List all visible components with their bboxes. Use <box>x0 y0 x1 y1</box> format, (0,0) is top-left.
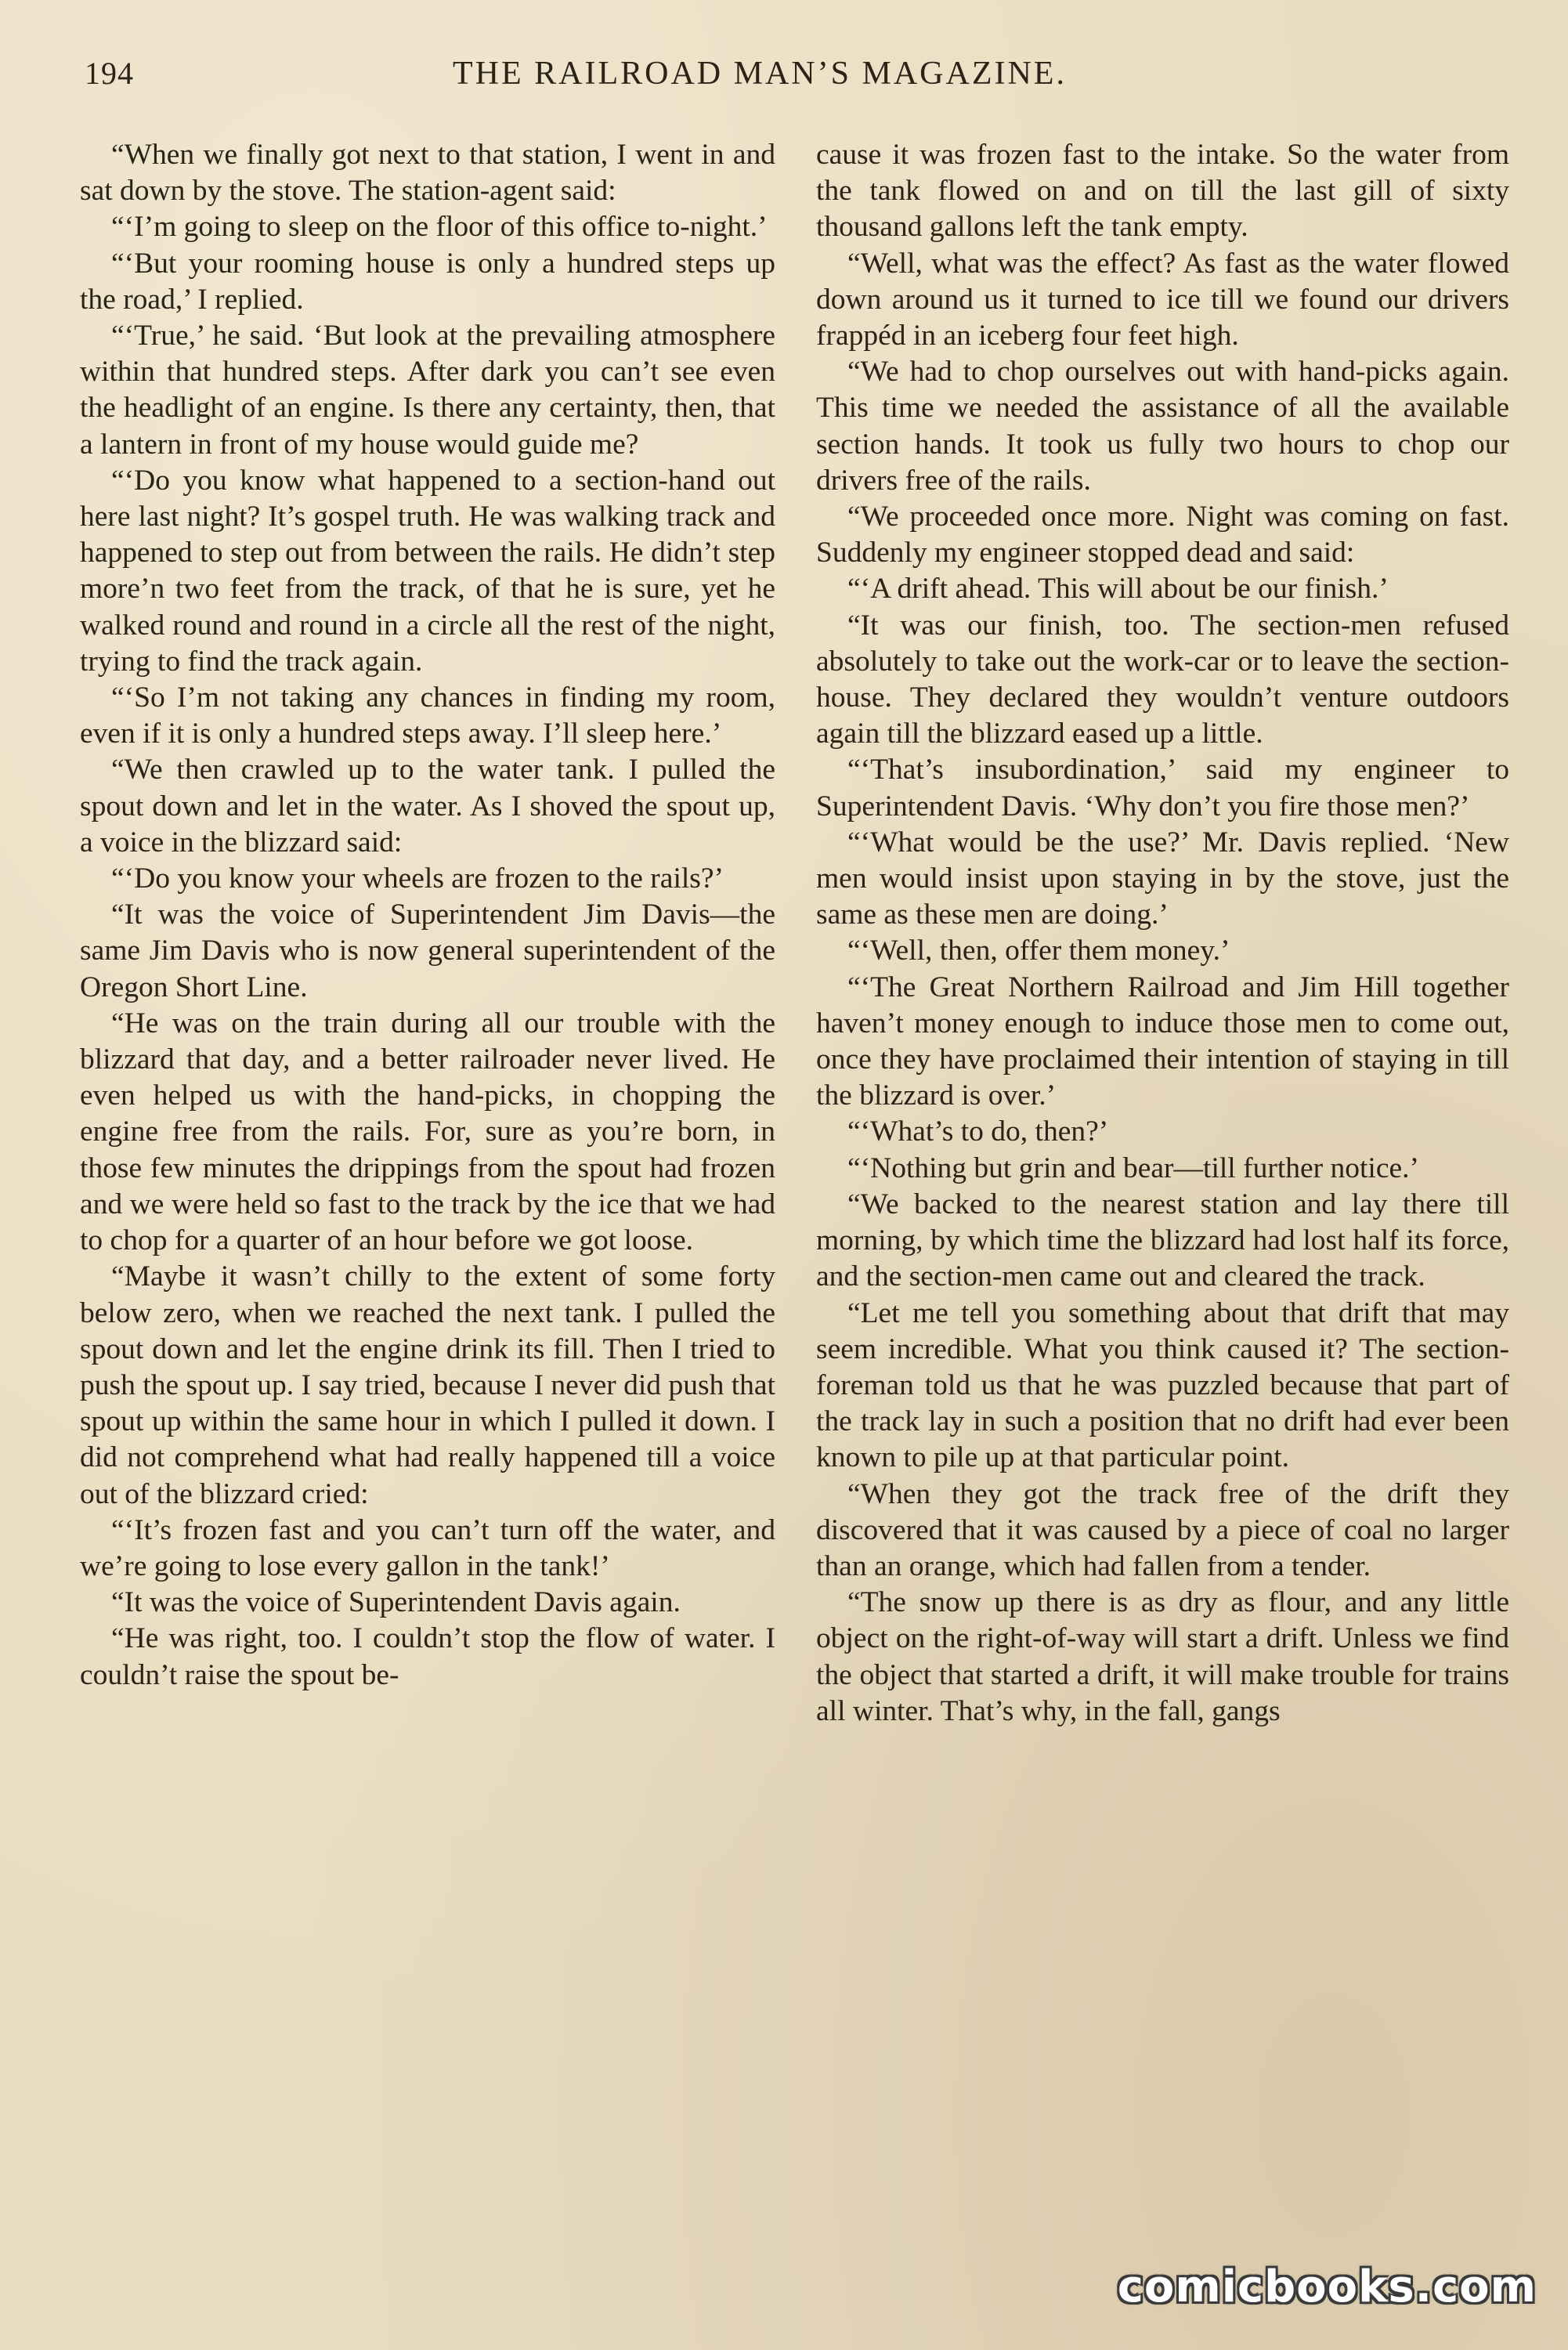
paragraph: “The snow up there is as dry as flour, and any little object on the right-of-way will start a drift. Unless we find the object that started a drift, it will make trouble for trains all winter. That’s why, in the fall, gangs <box>816 1586 1509 1727</box>
paragraph: “It was the voice of Superintendent Davis again. <box>111 1586 681 1619</box>
left-column <box>80 137 775 1694</box>
paragraph: “We proceeded once more. Night was coming on fast. Suddenly my engineer stopped dead and said: <box>816 501 1509 569</box>
paragraph: “‘Do you know what happened to a section-hand out here last night? It’s gospel truth. He was walking track and happened to step out from between the rails. He didn’t step more’n two feet from the track, of that he is sure, yet he walked round and round in a circle all the rest of the night, trying to find the track again. <box>80 464 775 678</box>
paragraph: “He was on the train during all our trouble with the blizzard that day, and a better railroader never lived. He even helped us with the hand-picks, in chopping the engine free from the rails. For, sure as you’re born, in those few minutes the drippings from the spout had frozen and we were held so fast to the track by the ice that we had to chop for a quarter of an hour before we got loose. <box>80 1007 775 1257</box>
paragraph: “He was right, too. I couldn’t stop the flow of water. I couldn’t raise the spout be- <box>80 1622 775 1691</box>
paragraph: “‘What would be the use?’ Mr. Davis replied. ‘New men would insist upon staying in by the stove, just the same as these men are doing.’ <box>816 826 1509 931</box>
running-head: THE RAILROAD MAN’S MAGAZINE. <box>453 56 1067 92</box>
paragraph: “‘True,’ he said. ‘But look at the prevailing atmosphere within that hundred steps. After dark you can’t see even the headlight of an engine. Is there any certainty, then, that a lantern in front of my house would guide me? <box>80 320 775 461</box>
paragraph: “We had to chop ourselves out with hand-picks again. This time we needed the assistance of all the available section hands. It took us fully two hours to chop our drivers free of the rails. <box>816 356 1509 497</box>
paragraph: “We then crawled up to the water tank. I pulled the spout down and let in the water. As I shoved the spout up, a voice in the blizzard said: <box>80 754 775 859</box>
paragraph: “‘That’s insubordination,’ said my engineer to Superintendent Davis. ‘Why don’t you fire those men?’ <box>816 754 1509 822</box>
page-header <box>85 55 1526 110</box>
paragraph: “‘A drift ahead. This will about be our finish.’ <box>847 573 1389 606</box>
continued-paragraph: cause it was frozen fast to the intake. So the water from the tank flowed on and on till the last gill of sixty thousand gallons left the tank empty. <box>816 139 1509 244</box>
paragraph: “‘But your rooming house is only a hundred steps up the road,’ I replied. <box>80 247 775 316</box>
paragraph: “‘I’m going to sleep on the floor of this office to-night.’ <box>111 211 768 244</box>
paragraph: “It was the voice of Superintendent Jim Davis—the same Jim Davis who is now general superintendent of the Oregon Short Line. <box>80 898 775 1003</box>
paragraph: “We backed to the nearest station and lay there till morning, by which time the blizzard had lost half its force, and the section-men came out and cleared the track. <box>816 1188 1509 1293</box>
watermark-logo: comicbooks.com <box>1117 2261 1537 2312</box>
paragraph: “Maybe it wasn’t chilly to the extent of some forty below zero, when we reached the next tank. I pulled the spout down and let the engine drink its fill. Then I tried to push the spout up. I say tried, because I never did push that spout up within the same hour in which I pulled it down. I did not comprehend what had really happened till a voice out of the blizzard cried: <box>80 1260 775 1510</box>
right-column <box>816 137 1509 1730</box>
paragraph: “When they got the track free of the drift they discovered that it was caused by a piece of coal no larger than an orange, which had fallen from a tender. <box>816 1477 1509 1582</box>
paragraph: “‘Do you know your wheels are frozen to the rails?’ <box>111 862 724 895</box>
paragraph: “Let me tell you something about that drift that may seem incredible. What you think caused it? The section-foreman told us that he was puzzled because that part of the track lay in such a position that no drift had ever been known to pile up at that particular point. <box>816 1296 1509 1474</box>
paragraph: “Well, what was the effect? As fast as the water flowed down around us it turned to ice till we found our drivers frappéd in an iceberg four feet high. <box>816 247 1509 352</box>
paragraph: “‘What’s to do, then?’ <box>847 1115 1109 1148</box>
paragraph: “‘Well, then, offer them money.’ <box>847 935 1230 967</box>
paragraph: “It was our finish, too. The section-men refused absolutely to take out the work-car or to leave the section-house. They declared they wouldn’t venture outdoors again till the blizzard eased up a little. <box>816 609 1509 750</box>
paragraph: “‘It’s frozen fast and you can’t turn off the water, and we’re going to lose every gallon in the tank!’ <box>80 1513 775 1582</box>
paragraph: “‘So I’m not taking any chances in finding my room, even if it is only a hundred steps away. I’ll sleep here.’ <box>80 682 775 750</box>
paragraph: “‘Nothing but grin and bear—till further notice.’ <box>847 1152 1419 1184</box>
paragraph: “‘The Great Northern Railroad and Jim Hill together haven’t money enough to induce those men to come out, once they have proclaimed their intention of staying in till the blizzard is over.’ <box>816 971 1509 1112</box>
page-number: 194 <box>85 56 134 91</box>
paragraph: “When we finally got next to that station, I went in and sat down by the stove. The station-agent said: <box>80 139 775 208</box>
